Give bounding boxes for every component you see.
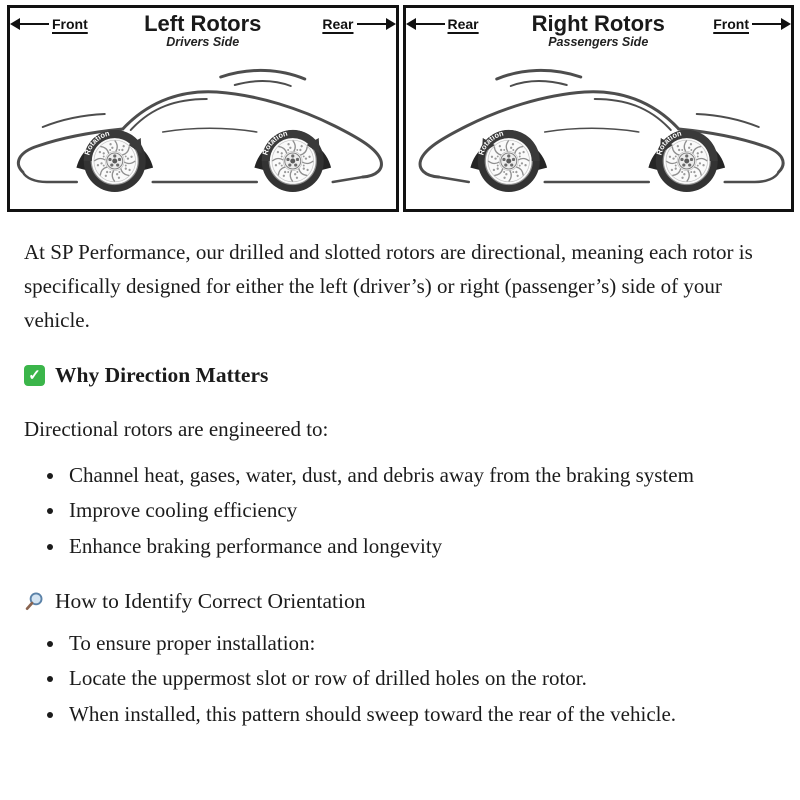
right-panel-title: Right Rotors <box>531 11 665 36</box>
rotation-text: Rotation <box>654 128 683 157</box>
lead-paragraph: Directional rotors are engineered to: <box>24 416 329 441</box>
front-direction-label <box>713 16 782 32</box>
magnifier-icon <box>24 591 45 612</box>
direction-text: Front <box>52 16 88 32</box>
left-car-illustration <box>10 58 396 210</box>
arrow-right-icon <box>357 23 387 26</box>
left-panel-subtitle: Drivers Side <box>166 35 240 49</box>
benefits-list <box>24 459 766 564</box>
section-heading-how-to-identify <box>24 589 772 614</box>
direction-text: Rear <box>322 16 354 32</box>
orientation-list <box>24 627 766 732</box>
list-item: • To ensure proper installation: <box>66 627 766 661</box>
direction-text: Front <box>713 16 749 32</box>
right-car-illustration <box>406 58 792 210</box>
list-item: • Enhance braking performance and longevity <box>66 530 766 564</box>
direction-text: Rear <box>447 16 479 32</box>
rotation-text: Rotation <box>260 128 289 157</box>
arrow-left-icon <box>19 23 49 26</box>
list-item: • When installed, this pattern should sweep toward the rear of the vehicle. <box>66 698 766 732</box>
list-item: • Locate the uppermost slot or row of drilled holes on the rotor. <box>66 662 766 696</box>
right-rotors-panel <box>403 5 795 212</box>
list-item: • Channel heat, gases, water, dust, and debris away from the braking system <box>66 459 766 493</box>
right-panel-header <box>406 8 792 55</box>
heading-text: Why Direction Matters <box>55 362 269 387</box>
heading-text: How to Identify Correct Orientation <box>55 588 366 613</box>
article-body <box>0 212 800 731</box>
intro-paragraph: At SP Performance, our drilled and slotted rotors are directional, meaning each rotor is specifically designed for either the left (driver’s) or right (passenger’s) side of your vehicle. <box>24 240 753 333</box>
rotation-text: Rotation <box>476 128 505 157</box>
section-heading-why-direction-matters <box>24 363 772 388</box>
list-item: • Improve cooling efficiency <box>66 494 766 528</box>
front-direction-label <box>19 16 88 32</box>
rotor-direction-diagram <box>0 0 800 212</box>
arrow-left-icon <box>415 23 445 26</box>
left-panel-header <box>10 8 396 55</box>
rear-direction-label <box>415 16 479 32</box>
check-icon: ✓ <box>24 365 45 386</box>
right-panel-subtitle: Passengers Side <box>548 35 649 49</box>
left-panel-title: Left Rotors <box>144 11 262 36</box>
left-rotors-panel <box>7 5 399 212</box>
rear-direction-label <box>322 16 386 32</box>
rotation-text: Rotation <box>82 128 111 157</box>
arrow-right-icon <box>752 23 782 26</box>
